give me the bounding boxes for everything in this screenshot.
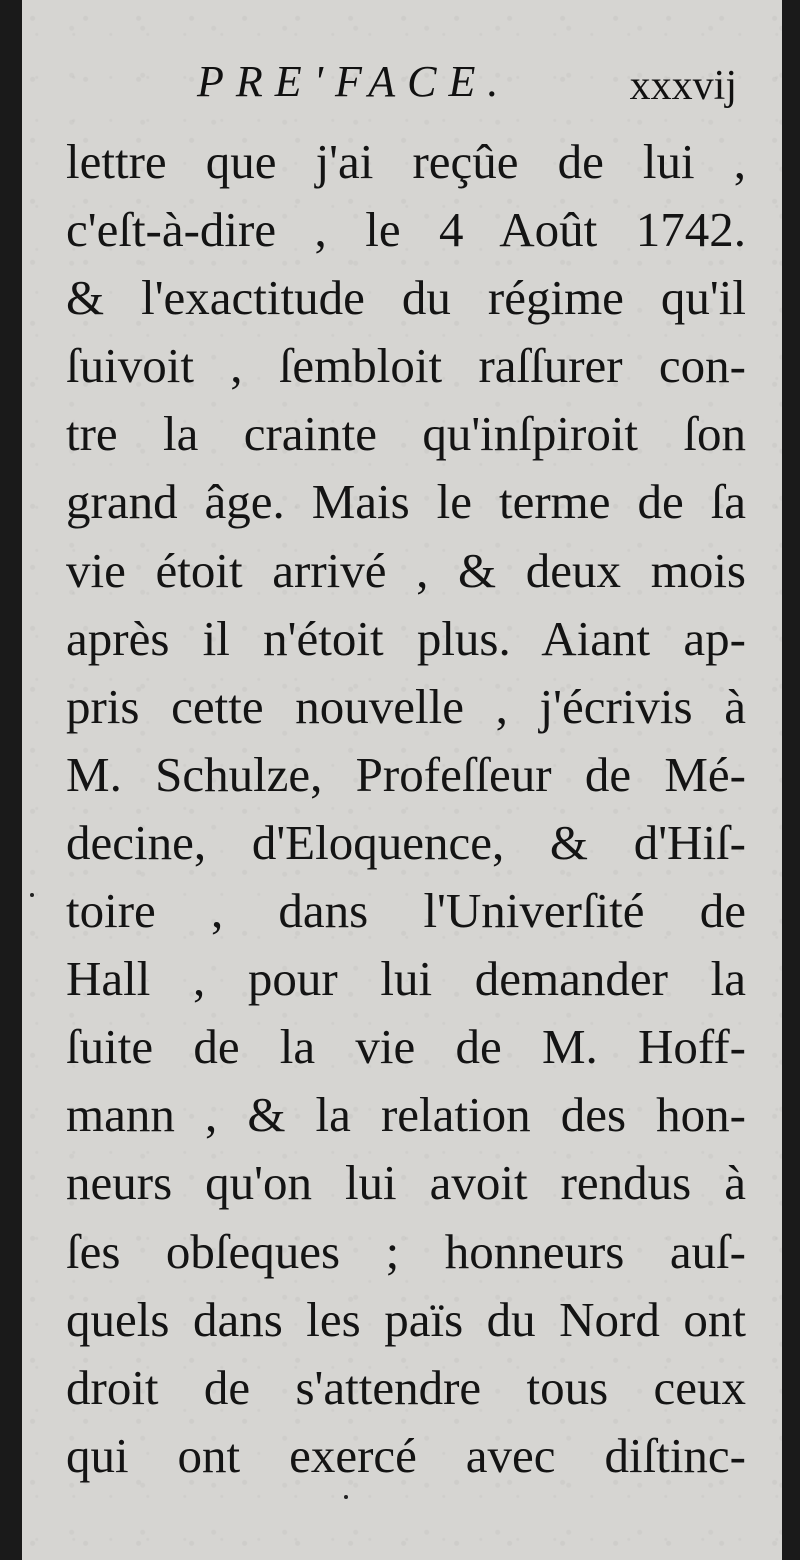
book-page <box>22 0 782 1560</box>
text-line: pris cette nouvelle , j'écrivis à <box>66 678 746 734</box>
running-title: PRE'FACE. <box>197 57 511 106</box>
text-line: lettre que j'ai reçûe de lui , <box>66 134 746 189</box>
text-line: tre la crainte qu'inſpiroit ſon <box>66 406 746 462</box>
text-line: droit de s'attendre tous ceux <box>66 1359 746 1415</box>
text-line: après il n'étoit plus. Aiant ap- <box>66 610 746 666</box>
text-line: ſuite de la vie de M. Hoff- <box>66 1019 746 1075</box>
text-line: M. Schulze, Profeſſeur de Mé- <box>66 746 746 802</box>
text-line: neurs qu'on lui avoit rendus à <box>66 1155 746 1211</box>
text-line: c'eſt-à-dire , le 4 Août 1742. <box>66 202 746 258</box>
text-line: mann , & la relation des hon- <box>66 1087 746 1143</box>
text-line: ſuivoit , ſembloit raſſurer con- <box>66 338 746 394</box>
ink-speck <box>30 893 34 897</box>
running-header <box>197 56 737 120</box>
page-number: xxxvij <box>629 63 737 109</box>
text-line: & l'exactitude du régime qu'il <box>66 270 746 326</box>
text-line: grand âge. Mais le terme de ſa <box>66 474 746 530</box>
text-line: vie étoit arrivé , & deux mois <box>66 542 746 598</box>
page-body <box>66 128 746 1490</box>
text-line: decine, d'Eloquence, & d'Hiſ- <box>66 814 746 870</box>
text-line: toire , dans l'Univerſité de <box>66 883 746 939</box>
text-line: ſes obſeques ; honneurs auſ- <box>66 1223 746 1279</box>
ink-speck <box>344 1495 348 1499</box>
text-line: qui ont exercé avec diſtinc- <box>66 1427 746 1483</box>
text-line: Hall , pour lui demander la <box>66 951 746 1007</box>
text-line: quels dans les païs du Nord ont <box>66 1291 746 1347</box>
